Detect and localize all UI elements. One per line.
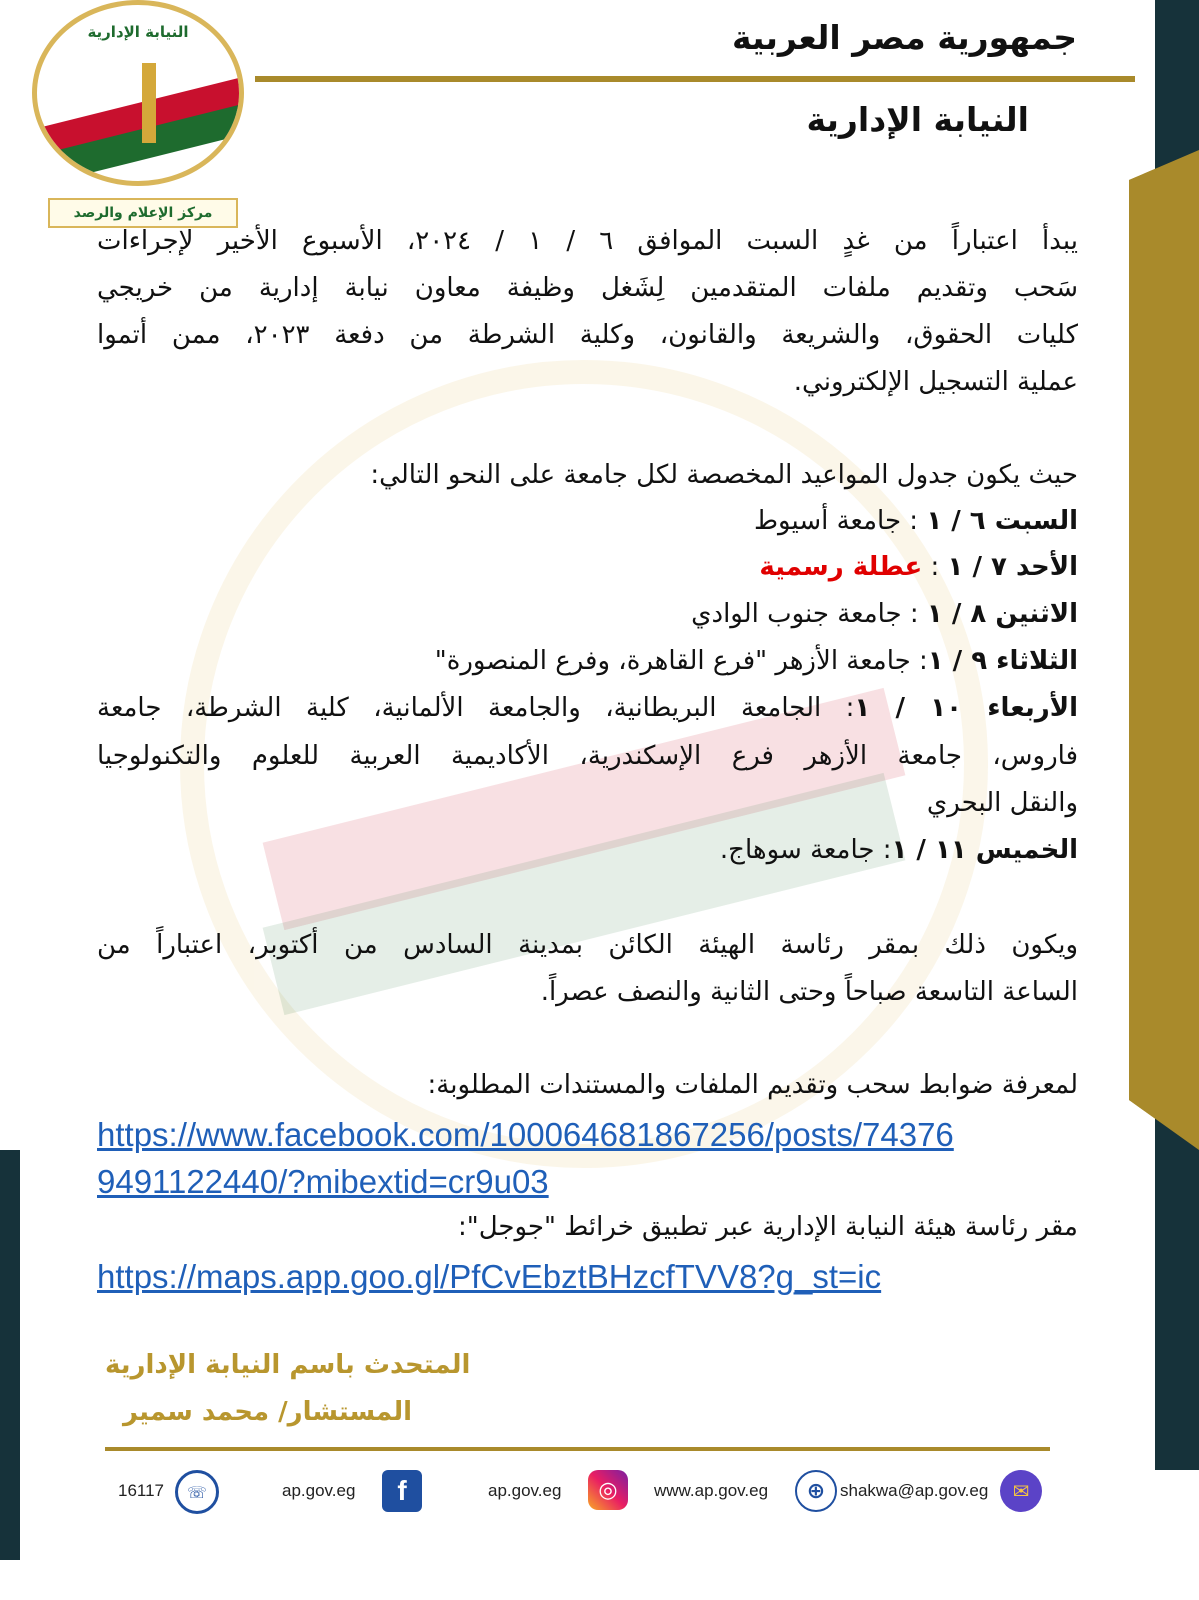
location-line: ويكون ذلك بمقر رئاسة الهيئة الكائن بمدينة السادس من أكتوبر، اعتباراً من xyxy=(97,930,1078,960)
spokesperson-title: المتحدث باسم النيابة الإدارية xyxy=(105,1350,471,1380)
facebook-icon: f xyxy=(382,1470,422,1512)
email[interactable]: shakwa@ap.gov.eg xyxy=(840,1481,989,1500)
instagram-handle[interactable]: ap.gov.eg xyxy=(488,1481,562,1500)
website[interactable]: www.ap.gov.eg xyxy=(654,1481,769,1500)
google-maps-link[interactable]: https://maps.app.goo.gl/PfCvEbztBHzcfTVV8?g_st=ic xyxy=(97,1258,882,1295)
country-title: جمهورية مصر العربية xyxy=(732,18,1077,57)
schedule-intro: حيث يكون جدول المواعيد المخصصة لكل جامعة على النحو التالي: xyxy=(370,460,1078,490)
gold-side-band-top xyxy=(1129,150,1199,1150)
teal-side-band-left xyxy=(0,1150,20,1560)
rules-intro: لمعرفة ضوابط سحب وتقديم الملفات والمستندات المطلوبة: xyxy=(427,1070,1078,1100)
schedule-item: الاثنين ٨ / ١ : جامعة جنوب الوادي xyxy=(691,599,1078,629)
schedule-item: الأربعاء ١٠ / ١: الجامعة البريطانية، والجامعة الألمانية، كلية الشرطة، جامعة xyxy=(97,693,1078,723)
logo-caption: مركز الإعلام والرصد xyxy=(48,198,238,228)
schedule-item: السبت ٦ / ١ : جامعة أسيوط xyxy=(754,506,1078,536)
location-line: الساعة التاسعة صباحاً وحتى الثانية والنصف عصراً. xyxy=(540,977,1078,1007)
phone-number: 16117 xyxy=(118,1481,165,1500)
para1-line: يبدأ اعتباراً من غدٍ السبت الموافق ٦ / ١ / ٢٠٢٤، الأسبوع الأخير لإجراءات xyxy=(97,226,1078,256)
globe-icon: ⊕ xyxy=(795,1470,837,1512)
agency-logo: النيابة الإدارية xyxy=(26,0,254,190)
facebook-handle[interactable]: ap.gov.eg xyxy=(282,1481,356,1500)
schedule-item: فاروس، جامعة الأزهر فرع الإسكندرية، الأكاديمية العربية للعلوم والتكنولوجيا xyxy=(97,741,1078,771)
agency-title: النيابة الإدارية xyxy=(806,100,1029,139)
phone-icon: ☏ xyxy=(175,1470,219,1514)
schedule-item: والنقل البحري xyxy=(926,788,1078,818)
instagram-icon: ◎ xyxy=(588,1470,628,1510)
holiday-label: عطلة رسمية xyxy=(759,552,923,582)
mail-icon: ✉ xyxy=(1000,1470,1042,1512)
para1-line: كليات الحقوق، والشريعة والقانون، وكلية الشرطة من دفعة ٢٠٢٣، ممن أتموا xyxy=(97,320,1078,350)
para1-line: عملية التسجيل الإلكتروني. xyxy=(793,367,1078,397)
maps-intro: مقر رئاسة هيئة النيابة الإدارية عبر تطبيق خرائط "جوجل": xyxy=(458,1212,1078,1242)
schedule-item: الأحد ٧ / ١ : عطلة رسمية xyxy=(759,552,1078,582)
spokesperson-name: المستشار/ محمد سمير xyxy=(123,1397,413,1427)
para1-line: سَحب وتقديم ملفات المتقدمين لِشَغل وظيفة معاون نيابة إدارية من خريجي xyxy=(97,273,1078,303)
facebook-post-link-cont[interactable]: 9491122440/?mibextid=cr9u03 xyxy=(97,1163,549,1200)
schedule-item: الثلاثاء ٩ / ١: جامعة الأزهر "فرع القاهرة، وفرع المنصورة" xyxy=(434,646,1078,676)
facebook-post-link[interactable]: https://www.facebook.com/100064681867256/posts/74376 xyxy=(97,1116,954,1153)
footer-divider xyxy=(105,1447,1050,1451)
header-divider xyxy=(255,76,1135,82)
schedule-item: الخميس ١١ / ١: جامعة سوهاج. xyxy=(719,835,1078,865)
